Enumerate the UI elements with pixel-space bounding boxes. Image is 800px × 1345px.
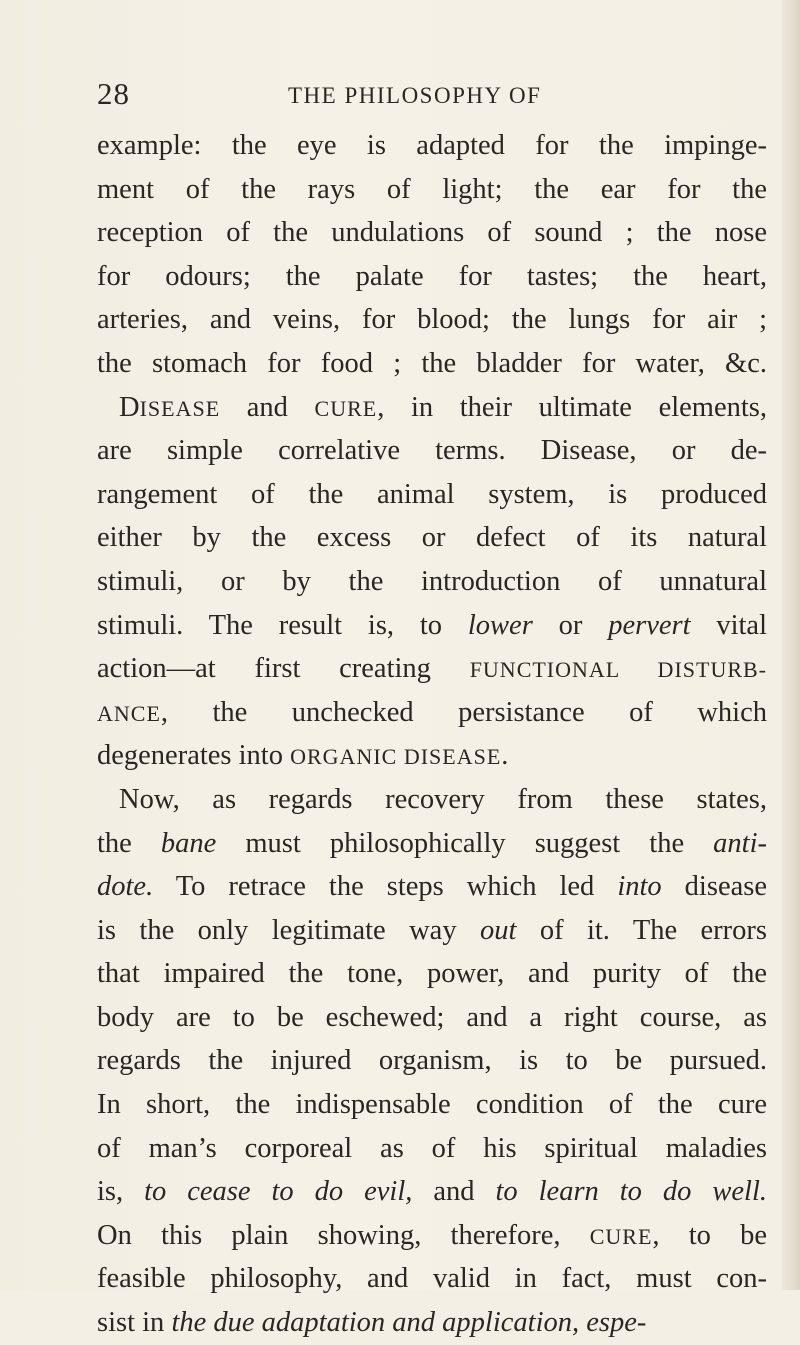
text-line <box>97 168 767 212</box>
small-caps-text: CURE <box>314 395 378 421</box>
text-segment: either by the excess or defect of its natural <box>97 522 767 554</box>
text-segment: stimuli, or by the introduction of unnatural <box>97 565 767 597</box>
text-line <box>97 952 767 996</box>
italic-text: pervert <box>608 609 691 641</box>
text-line <box>97 516 767 560</box>
text-segment: To retrace the steps which led <box>153 871 618 903</box>
text-segment: and <box>412 1176 496 1208</box>
text-segment: the stomach for food ; the bladder for water, &c. <box>97 347 767 379</box>
text-line <box>97 1127 767 1171</box>
text-line <box>97 211 767 255</box>
text-line <box>97 255 767 299</box>
text-line <box>97 604 767 648</box>
italic-text: to learn to do well. <box>495 1176 767 1208</box>
text-segment: regards the injured organism, is to be pursued. <box>97 1045 767 1077</box>
text-line <box>97 342 767 386</box>
running-title: THE PHILOSOPHY OF <box>288 83 542 108</box>
initial-capital: D <box>119 391 140 423</box>
italic-text: bane <box>160 827 217 859</box>
text-segment: In short, the indispensable condition of the cure <box>97 1089 767 1121</box>
text-line <box>97 822 767 866</box>
text-line <box>97 1214 767 1258</box>
text-segment: . <box>501 740 509 772</box>
text-segment: action—at first creating <box>97 653 470 685</box>
text-segment: , the unchecked persistance of which <box>160 696 767 728</box>
text-line <box>97 996 767 1040</box>
italic-text: dote. <box>97 871 154 903</box>
italic-text: the due adaptation and application, espe- <box>171 1307 647 1339</box>
text-line <box>97 298 767 342</box>
body-text <box>97 124 767 1345</box>
text-segment: ment of the rays of light; the ear for the <box>97 173 767 205</box>
text-line <box>97 865 767 909</box>
text-line <box>97 429 767 473</box>
text-segment: rangement of the animal system, is produced <box>97 478 767 510</box>
text-segment: of it. The errors <box>516 914 767 946</box>
text-segment: or <box>532 609 609 641</box>
text-line <box>97 778 767 822</box>
text-line <box>97 691 767 735</box>
text-line <box>97 734 767 778</box>
text-segment: of man’s corporeal as of his spiritual maladies <box>97 1132 767 1164</box>
text-segment: , in their ultimate elements, <box>377 391 767 423</box>
text-segment: , to be <box>652 1219 767 1251</box>
text-segment: for odours; the palate for tastes; the heart, <box>97 260 767 292</box>
page-edge-shadow <box>782 0 800 1290</box>
text-segment: feasible philosophy, and valid in fact, must con- <box>97 1263 767 1295</box>
text-segment: body are to be eschewed; and a right course, as <box>97 1001 767 1033</box>
text-segment: that impaired the tone, power, and purity of the <box>97 958 767 990</box>
page-number: 28 <box>97 76 130 111</box>
text-line <box>97 1257 767 1301</box>
text-segment: the <box>97 827 161 859</box>
text-segment: is, <box>97 1176 145 1208</box>
text-segment: On this plain showing, therefore, <box>97 1219 590 1251</box>
text-line <box>97 1301 767 1345</box>
small-caps-text: ANCE <box>97 700 161 726</box>
text-line <box>97 386 767 430</box>
text-line <box>97 1039 767 1083</box>
small-caps-text: ORGANIC DISEASE <box>290 744 502 770</box>
small-caps-text: CURE <box>589 1223 653 1249</box>
text-segment: is the only legitimate way <box>97 914 480 946</box>
text-segment: disease <box>661 871 767 903</box>
italic-text: anti- <box>713 827 767 859</box>
italic-text: into <box>617 871 662 903</box>
text-segment: vital <box>690 609 767 641</box>
text-line <box>97 1083 767 1127</box>
text-segment: reception of the undulations of sound ; the nose <box>97 217 767 249</box>
small-caps-text: FUNCTIONAL DISTURB- <box>469 657 768 683</box>
text-segment: Now, as regards recovery from these states, <box>119 783 767 815</box>
page-header <box>97 76 777 116</box>
text-line <box>97 909 767 953</box>
text-segment: example: the eye is adapted for the impinge- <box>97 130 767 161</box>
text-line <box>97 560 767 604</box>
text-segment: stimuli. The result is, to <box>97 609 468 641</box>
text-segment: must philosophically suggest the <box>216 827 714 859</box>
text-segment: sist in <box>97 1307 172 1339</box>
text-line <box>97 124 767 168</box>
text-line <box>97 1170 767 1214</box>
text-segment: arteries, and veins, for blood; the lungs for air ; <box>97 304 767 336</box>
small-caps-text: ISEASE <box>139 395 221 421</box>
text-segment: are simple correlative terms. Disease, or de- <box>97 435 767 467</box>
italic-text: out <box>479 914 517 946</box>
italic-text: lower <box>467 609 533 641</box>
text-line <box>97 473 767 517</box>
text-segment: and <box>220 391 315 423</box>
text-segment: degenerates into <box>97 740 291 772</box>
text-line <box>97 647 767 691</box>
italic-text: to cease to do evil, <box>144 1176 413 1208</box>
